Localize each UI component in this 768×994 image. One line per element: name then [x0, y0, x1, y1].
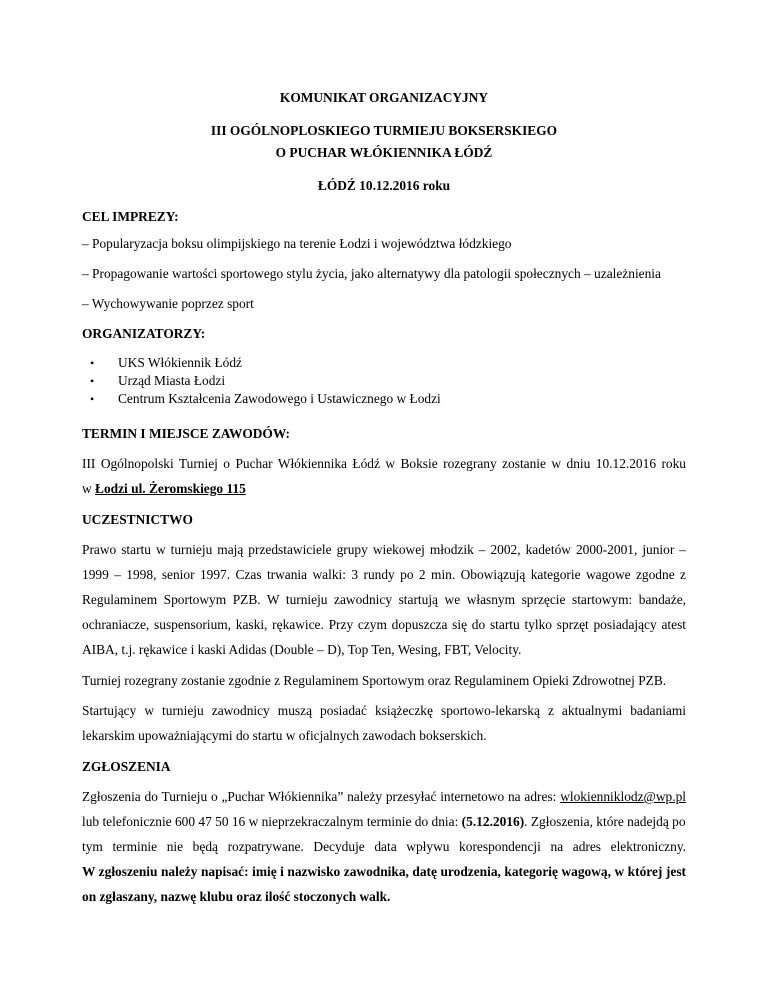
title-line-2: III OGÓLNOPLOSKIEGO TURMIEJU BOKSERSKIEGO	[210, 123, 558, 138]
event-date: ŁÓDŹ 10.12.2016 roku	[317, 178, 451, 193]
zgloszenia-line: W zgłoszeniu należy napisać: imię i nazwisko zawodnika, datę urodzenia, kategorię wagową, w której jest	[82, 864, 686, 879]
email-link[interactable]: wlokienniklodz@wp.pl	[560, 789, 686, 804]
zgloszenia-text: lub telefonicznie 600 47 50 16 w nieprzekraczalnym terminie do dnia:	[82, 814, 459, 829]
cel-heading: CEL IMPREZY:	[82, 209, 179, 224]
termin-prefix: w	[82, 481, 92, 496]
title-line-3: O PUCHAR WŁÓKIENNIKA ŁÓDŹ	[275, 145, 493, 160]
deadline-date: (5.12.2016)	[461, 814, 525, 829]
zgloszenia-line: on zgłaszany, nazwę klubu oraz ilość stoczonych walk.	[82, 889, 391, 904]
organizer-item: UKS Włókiennik Łódź	[118, 355, 242, 370]
organizer-item: Urząd Miasta Łodzi	[118, 373, 226, 388]
cel-item: – Wychowywanie poprzez sport	[82, 296, 254, 311]
cel-item: – Popularyzacja boksu olimpijskiego na terenie Łodzi i województwa łódzkiego	[82, 236, 512, 251]
termin-line: III Ogólnopolski Turniej o Puchar Włókiennika Łódź w Boksie rozegrany zostanie w dniu 10.12.2016 roku	[82, 456, 686, 471]
termin-place: Łodzi ul. Żeromskiego 115	[95, 481, 246, 496]
termin-heading: TERMIN I MIEJSCE ZAWODÓW:	[82, 426, 290, 441]
zgloszenia-text: . Zgłoszenia, które nadejdą po	[524, 814, 686, 829]
uczestnictwo-heading: UCZESTNICTWO	[82, 512, 193, 527]
bullet-icon: •	[90, 374, 95, 388]
bullet-icon: •	[90, 356, 95, 370]
zgloszenia-heading: ZGŁOSZENIA	[82, 759, 171, 774]
uczestnictwo-line: Startujący w turnieju zawodnicy muszą posiadać książeczkę sportowo-lekarską z aktualnymi badaniami	[82, 703, 686, 718]
organizer-item: Centrum Kształcenia Zawodowego i Ustawicznego w Łodzi	[118, 391, 441, 406]
zgloszenia-text: Zgłoszenia do Turnieju o „Puchar Włókiennika” należy przesyłać internetowo na adres:	[82, 789, 557, 804]
uczestnictwo-line: Regulaminem Sportowym PZB. W turnieju zawodnicy startują we własnym sprzęcie startowym: bandaże,	[82, 592, 686, 607]
title-line-1: KOMUNIKAT ORGANIZACYJNY	[279, 90, 489, 105]
uczestnictwo-line: 1999 – 1998, senior 1997. Czas trwania walki: 3 rundy po 2 min. Obowiązują kategorie wagowe zgodne z	[82, 567, 686, 582]
organizatorzy-heading: ORGANIZATORZY:	[82, 326, 206, 341]
uczestnictwo-line: ochraniacze, suspensorium, kaski, rękawice. Przy czym dopuszcza się do startu tylko sprzęt posiadający atest	[82, 617, 686, 632]
uczestnictwo-line: Prawo startu w turnieju mają przedstawiciele grupy wiekowej młodzik – 2002, kadetów 2000-2001, junior –	[82, 542, 686, 557]
bullet-icon: •	[90, 392, 95, 406]
cel-item: – Propagowanie wartości sportowego stylu życia, jako alternatywy dla patologii społecznych – uzależnienia	[82, 266, 661, 281]
uczestnictwo-line: Turniej rozegrany zostanie zgodnie z Regulaminem Sportowym oraz Regulaminem Opieki Zdrowotnej PZB.	[82, 673, 667, 688]
zgloszenia-line: tym terminie nie będą rozpatrywane. Decyduje data wpływu korespondencji na adres elektroniczny.	[82, 839, 686, 854]
zgloszenia-line	[82, 814, 686, 830]
termin-location-line	[82, 481, 246, 497]
uczestnictwo-line: lekarskim upoważniającymi do startu w oficjalnych zawodach bokserskich.	[82, 728, 487, 743]
zgloszenia-line	[82, 789, 686, 805]
uczestnictwo-line: AIBA, t.j. rękawice i kaski Adidas (Double – D), Top Ten, Wesing, FBT, Velocity.	[82, 642, 522, 657]
